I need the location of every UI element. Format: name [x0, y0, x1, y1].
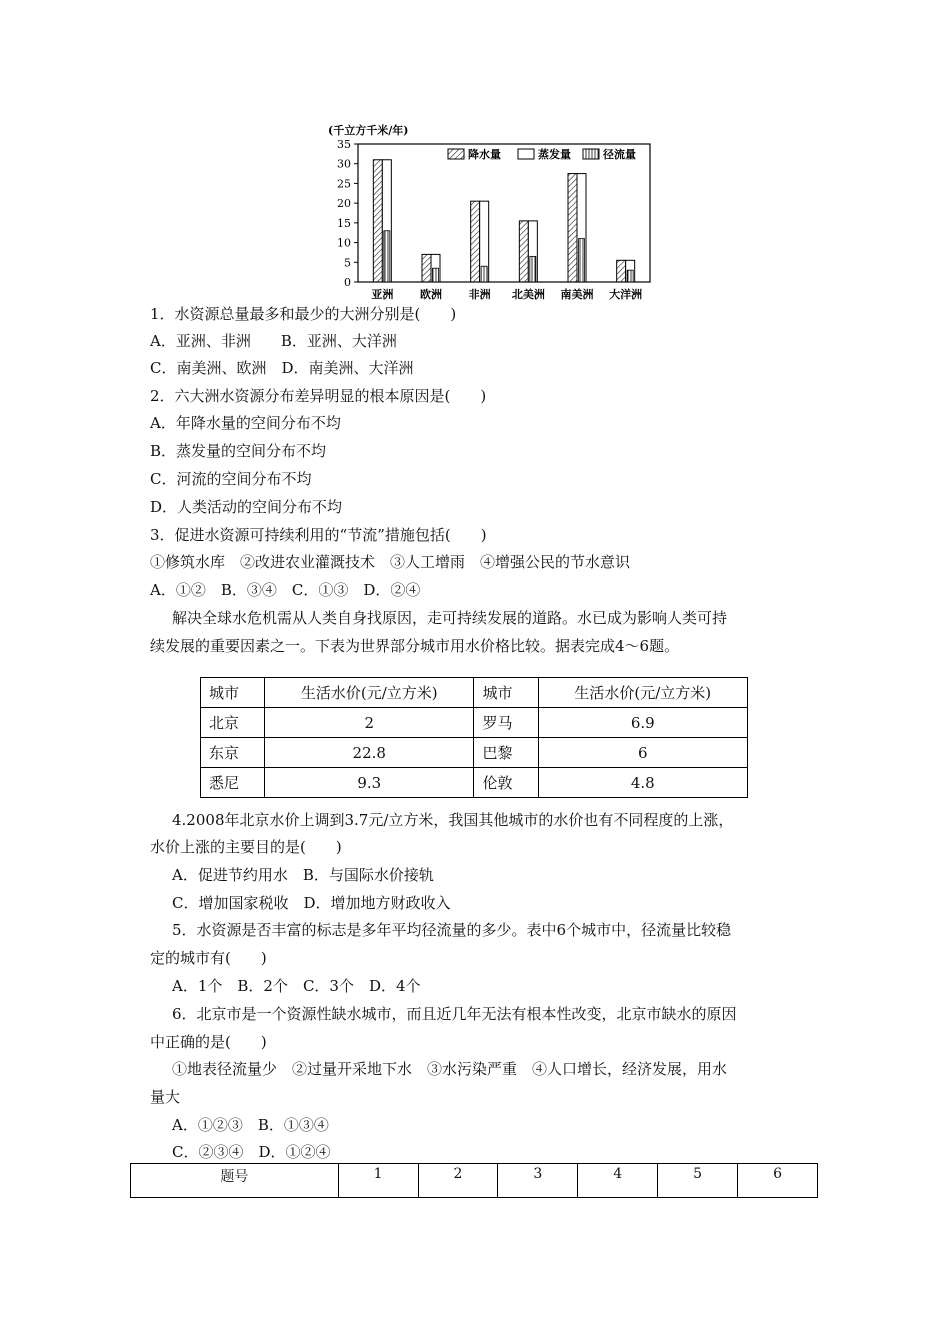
q6-line-2: 中正确的是( ) [150, 1033, 267, 1051]
table-cell: 伦敦 [474, 768, 538, 798]
intro-line-1: 解决全球水危机需从人类自身找原因，走可持续发展的道路。水已成为影响人类可持 [172, 609, 728, 627]
table-cell: 4.8 [538, 768, 747, 798]
q1-options-1: A．亚洲、非洲 B．亚洲、大洋洲 [150, 332, 397, 350]
q6-items-1: ①地表径流量少 ②过量开采地下水 ③水污染严重 ④人口增长，经济发展，用水 [172, 1060, 728, 1078]
answer-number-4: 4 [578, 1164, 658, 1198]
header-price-1: 生活水价(元/立方米) [265, 678, 474, 708]
legend-label: 蒸发量 [538, 148, 571, 161]
table-cell: 6 [538, 738, 747, 768]
y-tick-label: 0 [344, 276, 351, 289]
q2-option-d: D．人类活动的空间分布不均 [150, 498, 343, 516]
q4-line-1: 4.2008年北京水价上调到3.7元/立方米，我国其他城市的水价也有不同程度的上涨， [172, 811, 734, 829]
q4-line-2: 水价上涨的主要目的是( ) [150, 838, 342, 856]
answer-label: 题号 [131, 1164, 339, 1198]
y-tick-label: 10 [337, 236, 351, 250]
table-cell: 22.8 [265, 738, 474, 768]
water-price-table [200, 677, 748, 798]
table-cell: 罗马 [474, 708, 538, 738]
answer-number-2: 2 [418, 1164, 498, 1198]
table-row [201, 768, 748, 798]
q6-line-1: 6．北京市是一个资源性缺水城市，而且近几年无法有根本性改变，北京市缺水的原因 [172, 1005, 737, 1023]
q1-options-2: C．南美洲、欧洲 D．南美洲、大洋洲 [150, 359, 414, 377]
x-tick-label: 大洋洲 [609, 288, 643, 301]
bar-runoff [481, 266, 487, 282]
plot-frame [358, 144, 650, 282]
q2-option-b: B．蒸发量的空间分布不均 [150, 442, 327, 460]
header-city-2: 城市 [474, 678, 538, 708]
answer-number-1: 1 [338, 1164, 418, 1198]
table-cell: 9.3 [265, 768, 474, 798]
legend-swatch [448, 149, 464, 159]
q3-items: ①修筑水库 ②改进农业灌溉技术 ③人工增雨 ④增强公民的节水意识 [150, 553, 631, 571]
table-header-row [201, 678, 748, 708]
q2-option-a: A．年降水量的空间分布不均 [150, 414, 341, 432]
x-tick-label: 欧洲 [420, 288, 442, 301]
chart-unit-label: (千立方千米/年) [328, 124, 409, 137]
table-cell: 东京 [201, 738, 265, 768]
answer-number-3: 3 [498, 1164, 578, 1198]
answer-number-5: 5 [658, 1164, 738, 1198]
q6-options-2: C．②③④ D．①②④ [172, 1143, 331, 1161]
answer-table [130, 1163, 818, 1198]
bar-precipitation [617, 260, 626, 282]
x-tick-label: 南美洲 [560, 288, 594, 301]
bar-runoff [579, 239, 585, 282]
x-tick-label: 非洲 [468, 288, 491, 301]
legend-label: 径流量 [603, 148, 636, 161]
answer-number-6: 6 [738, 1164, 818, 1198]
legend-swatch [583, 149, 599, 159]
table-cell: 2 [265, 708, 474, 738]
y-tick-label: 15 [337, 216, 351, 230]
bar-precipitation [471, 201, 480, 282]
q5-line-2: 定的城市有( ) [150, 949, 267, 967]
table-row [201, 738, 748, 768]
y-tick-label: 35 [337, 138, 351, 151]
bar-chart-svg [318, 120, 658, 306]
bar-runoff [530, 256, 536, 282]
intro-line-2: 续发展的重要因素之一。下表为世界部分城市用水价格比较。据表完成4～6题。 [150, 637, 680, 655]
q4-options-1: A．促进节约用水 B．与国际水价接轨 [172, 866, 434, 884]
legend-label: 降水量 [468, 148, 501, 161]
x-tick-label: 北美洲 [511, 288, 545, 301]
y-tick-label: 20 [337, 197, 351, 211]
q3-stem: 3．促进水资源可持续利用的“节流”措施包括( ) [150, 526, 487, 544]
q6-options-1: A．①②③ B．①③④ [172, 1116, 329, 1134]
header-city-1: 城市 [201, 678, 265, 708]
table-row [201, 708, 748, 738]
q2-stem: 2．六大洲水资源分布差异明显的根本原因是( ) [150, 387, 487, 405]
q1-stem: 1．水资源总量最多和最少的大洲分别是( ) [150, 305, 457, 323]
bar-runoff [627, 270, 633, 282]
q5-line-1: 5．水资源是否丰富的标志是多年平均径流量的多少。表中6个城市中，径流量比较稳 [172, 921, 732, 939]
header-price-2: 生活水价(元/立方米) [538, 678, 747, 708]
x-tick-label: 亚洲 [371, 288, 394, 301]
q3-options: A．①② B．③④ C．①③ D．②④ [150, 581, 421, 599]
bar-runoff [384, 231, 390, 282]
bar-runoff [433, 268, 439, 282]
table-cell: 悉尼 [201, 768, 265, 798]
table-cell: 北京 [201, 708, 265, 738]
legend-swatch [518, 149, 534, 159]
table-cell: 巴黎 [474, 738, 538, 768]
q4-options-2: C．增加国家税收 D．增加地方财政收入 [172, 894, 451, 912]
bar-precipitation [568, 174, 577, 282]
bar-precipitation [422, 254, 431, 282]
table-cell: 6.9 [538, 708, 747, 738]
water-resources-chart [318, 120, 658, 306]
y-tick-label: 30 [337, 157, 351, 171]
q6-items-2: 量大 [150, 1088, 181, 1106]
bar-precipitation [373, 160, 382, 282]
table-row [131, 1164, 818, 1198]
q5-options: A．1个 B．2个 C．3个 D．4个 [172, 977, 421, 995]
q2-option-c: C．河流的空间分布不均 [150, 470, 312, 488]
bar-precipitation [519, 221, 528, 282]
y-tick-label: 5 [344, 256, 351, 270]
y-tick-label: 25 [337, 177, 351, 191]
